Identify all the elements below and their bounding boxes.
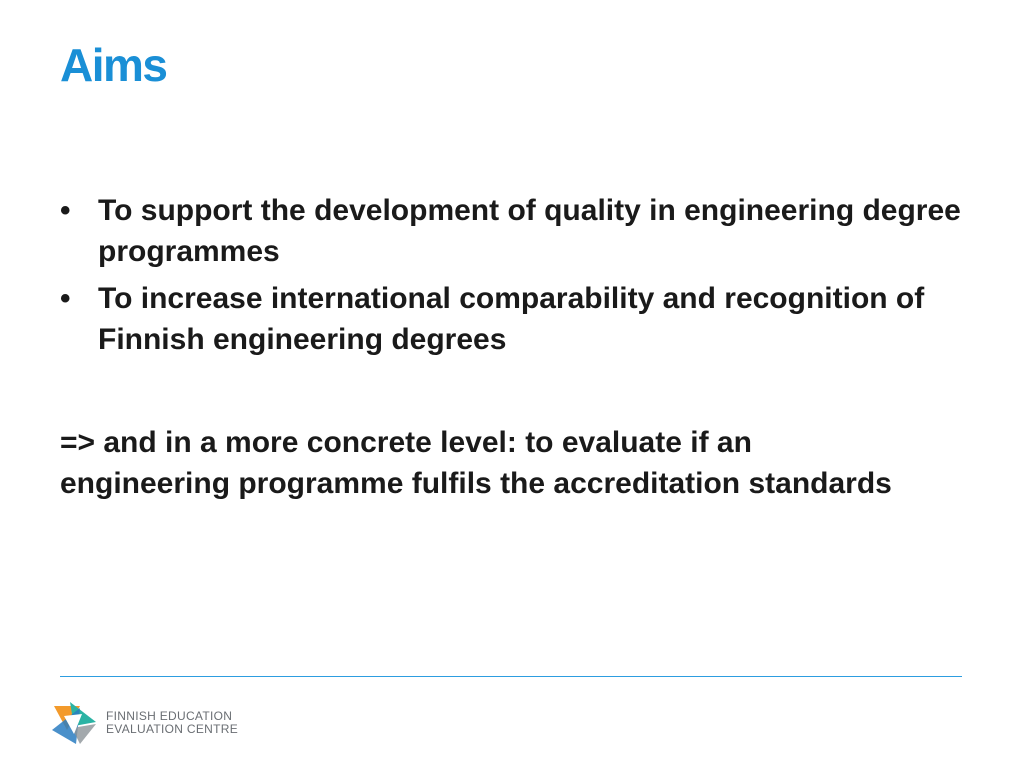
footer-divider [60,676,962,677]
bullet-marker: • [60,194,71,227]
slide-title: Aims [60,39,167,91]
conclusion-text: => and in a more concrete level: to evaluate if an engineering programme fulfils the accreditation standards [60,426,892,500]
bullet-item [60,278,980,360]
bullet-text: To support the development of quality in engineering degree programmes [98,194,961,268]
triangle-logo-icon [50,700,100,746]
bullet-item [60,190,980,272]
organization-name [106,710,238,736]
org-name-line2: EVALUATION CENTRE [106,722,239,736]
org-name-line1: FINNISH EDUCATION [106,709,233,723]
bullet-marker: • [60,282,71,315]
bullet-list [60,190,980,366]
bullet-text: To increase international comparability and recognition of Finnish engineering degrees [98,282,925,356]
